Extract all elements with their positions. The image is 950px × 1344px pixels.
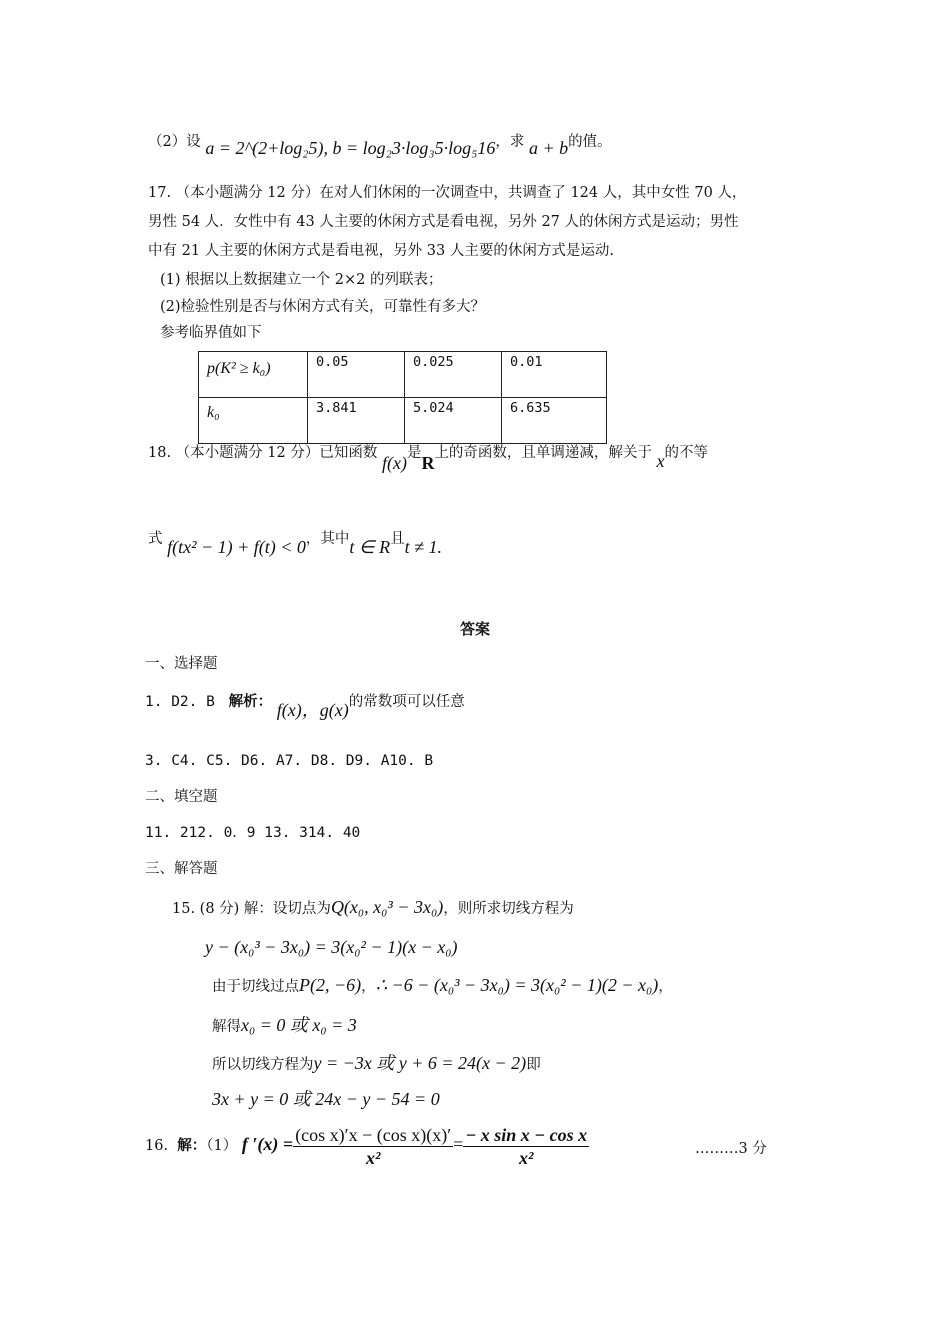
q16-part2-line	[148, 130, 612, 158]
section-solve: 三、解答题	[145, 861, 218, 877]
q18-cond1: t ∈ R	[349, 537, 391, 557]
q16-eq: =	[453, 1134, 464, 1154]
q18-cond2: t ≠ 1.	[404, 537, 442, 557]
table-row	[199, 398, 607, 444]
q17-ref: 参考临界值如下	[160, 325, 262, 341]
answer-title: 答案	[459, 620, 490, 638]
table-head-cell: p(K² ≥ k₀)	[199, 352, 308, 398]
q16-part: （1）	[206, 1138, 238, 1154]
q16-num2: − x sin x − cos x	[465, 1124, 588, 1145]
q16-fraction-1	[293, 1124, 453, 1169]
q15-text-e: ，	[658, 979, 673, 995]
q18-line2	[148, 527, 442, 557]
q15-text-d: ，	[361, 979, 376, 995]
table-cell: 5.024	[405, 398, 502, 444]
q18-fx: f(x)	[381, 453, 407, 473]
q16-line	[145, 1120, 589, 1170]
answer-1-2-text: 1. D2. B	[145, 694, 215, 710]
q18-text-e: 式	[148, 531, 163, 547]
section-fill: 二、填空题	[145, 789, 218, 805]
q18-text-f: ，其中	[305, 531, 350, 547]
q15-eq1: y − (x₀³ − 3x₀) = 3(x₀² − 1)(x − x₀)	[205, 937, 458, 957]
table-head-cell: k₀	[199, 398, 308, 444]
q15-point: Q(x₀, x₀³ − 3x₀)	[330, 897, 444, 917]
q18-x: x	[656, 451, 665, 471]
q18-text-g: 且	[390, 531, 405, 547]
q16-den1: x²	[365, 1147, 381, 1168]
table-cell: 6.635	[502, 398, 607, 444]
q16-den2: x²	[519, 1147, 534, 1168]
q15-text-c: 由于切线过点	[212, 979, 299, 995]
q16-num1: (cos x)′x − (cos x)(x)′	[295, 1124, 452, 1145]
analysis-tail: 的常数项可以任意	[348, 694, 465, 710]
q15-line5	[212, 1053, 541, 1075]
table-cell: 3.841	[308, 398, 405, 444]
q18-line1	[148, 441, 709, 473]
q15-sol: x₀ = 0 或 x₀ = 3	[241, 1015, 357, 1035]
q15-text-h: 即	[526, 1057, 541, 1073]
answer-1-2	[145, 690, 465, 720]
table-cell: 0.025	[405, 352, 502, 398]
q16-part2-mid: ，求	[495, 134, 525, 150]
q18-text-b: 是	[406, 445, 422, 461]
analysis-funcs: f(x)，g(x)	[276, 700, 349, 720]
q17-line3: 中有 21 人主要的休闲方式是看电视，另外 33 人主要的休闲方式是运动.	[148, 243, 614, 259]
q15-text-a: 15. (8 分) 解：设切点为	[172, 901, 331, 917]
q16-part2-label: （2）设	[148, 134, 201, 150]
q16-label: 解：	[177, 1137, 207, 1154]
q15-eq2: ∴ −6 − (x₀³ − 3x₀) = 3(x₀² − 1)(2 − x₀)	[375, 975, 659, 995]
table-cell: 0.05	[308, 352, 405, 398]
q16-num: 16.	[145, 1138, 169, 1154]
analysis-label: 解析：	[228, 693, 273, 710]
section-choice: 一、选择题	[145, 656, 218, 672]
table-cell: 0.01	[502, 352, 607, 398]
q18-text-a: 18. （本小题满分 12 分）已知函数	[148, 445, 378, 461]
q15-text-f: 解得	[212, 1019, 241, 1035]
q15-text-b: ，则所求切线方程为	[443, 901, 574, 917]
q16-score: ………3 分	[695, 1141, 767, 1157]
q18-inequality: f(tx² − 1) + f(t) < 0	[167, 537, 306, 557]
q15-line3	[212, 975, 673, 997]
table-row	[199, 352, 607, 398]
q16-part2-expr: a = 2^(2+log₂5), b = log₂3·log₃5·log₅16	[205, 138, 496, 158]
q17-line1: 17. （本小题满分 12 分）在对人们休闲的一次调查中，共调查了 124 人，其中女性 70 人，	[148, 185, 747, 201]
critical-value-table	[198, 351, 607, 444]
q15-text-g: 所以切线方程为	[212, 1057, 314, 1073]
q15-P: P(2, −6)	[299, 975, 362, 995]
q18-text-d: 的不等	[664, 445, 709, 461]
q18-R: R	[421, 453, 435, 473]
q16-lhs: f ′(x) =	[241, 1134, 294, 1154]
q16-fraction-2	[463, 1124, 589, 1169]
q15-final: 3x + y = 0 或 24x − y − 54 = 0	[212, 1089, 440, 1109]
q17-line2: 男性 54 人．女性中有 43 人主要的休闲方式是看电视，另外 27 人的休闲方式是运动；男性	[148, 214, 739, 230]
answer-3-10: 3. C4. C5. D6. A7. D8. D9. A10. B	[145, 753, 434, 769]
answer-11-14: 11. 212. 0．9 13. 314. 40	[145, 825, 361, 841]
q15-tang: y = −3x 或 y + 6 = 24(x − 2)	[313, 1053, 527, 1073]
q15-line1	[172, 897, 574, 919]
q15-line4	[212, 1015, 357, 1037]
q16-part2-tail: 的值。	[568, 134, 612, 150]
q16-part2-target: a + b	[529, 138, 569, 158]
q18-text-c: 上的奇函数，且单调递减，解关于	[434, 445, 652, 461]
q17-sub1: (1) 根据以上数据建立一个 2×2 的列联表；	[160, 272, 443, 288]
q17-sub2: (2)检验性别是否与休闲方式有关，可靠性有多大？	[160, 299, 486, 315]
